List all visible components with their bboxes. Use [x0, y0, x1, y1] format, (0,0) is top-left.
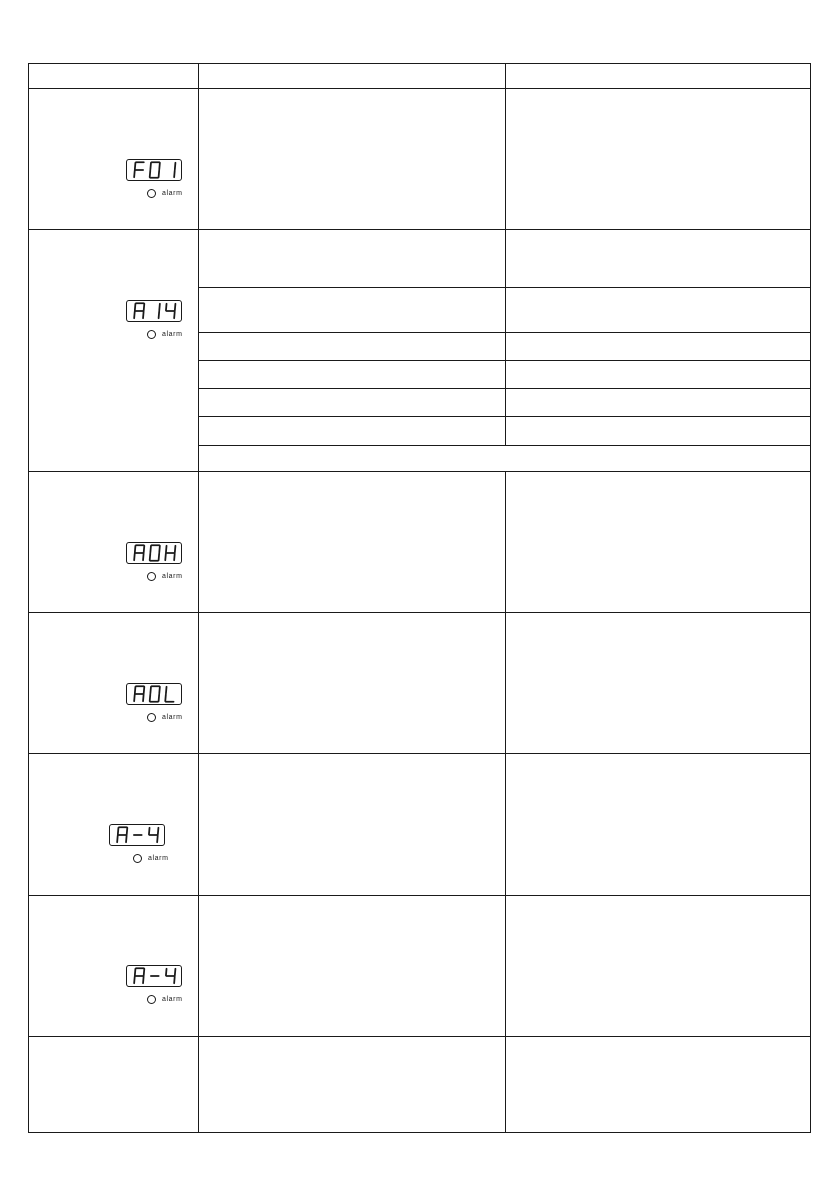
- display-digit: [134, 686, 144, 701]
- display-segment: [150, 695, 151, 702]
- display-digit: [134, 162, 144, 177]
- solution-cell: [506, 754, 811, 896]
- display-segment: [150, 687, 151, 694]
- table-row: [29, 754, 811, 896]
- display-segment: [135, 687, 136, 694]
- table-header-row: [29, 64, 811, 89]
- display-cell: [29, 89, 199, 230]
- display-digit: [150, 545, 160, 561]
- display-segment: [159, 687, 160, 694]
- display-segment: [127, 828, 128, 835]
- display-digits: [127, 684, 181, 704]
- display-segment: [175, 969, 176, 976]
- solution-cell: [506, 613, 811, 754]
- display-segment: [117, 836, 118, 843]
- display-segment: [159, 304, 160, 311]
- display-segment: [165, 695, 166, 702]
- led-indicator-icon: [147, 995, 156, 1004]
- header-cell-solution: [506, 64, 811, 89]
- solution-cell: [506, 472, 811, 613]
- display-segment: [143, 312, 144, 319]
- display-digit: [134, 545, 144, 560]
- display-segment: [175, 546, 176, 553]
- display-digit: [174, 163, 175, 177]
- display-segment: [175, 304, 176, 311]
- display-digits: [110, 825, 164, 845]
- display-segment: [166, 969, 167, 976]
- display-segment: [135, 546, 136, 553]
- table-row: [29, 896, 811, 1037]
- display-cell: [29, 754, 199, 896]
- display-segment: [159, 171, 160, 178]
- solution-cell: [506, 389, 811, 417]
- solution-cell: [506, 896, 811, 1037]
- display-segment: [134, 171, 135, 178]
- display-segment: [157, 836, 158, 843]
- led-indicator-icon: [147, 189, 156, 198]
- display-digit: [134, 968, 144, 983]
- display-digit: [117, 827, 127, 842]
- display-segment: [159, 554, 160, 561]
- seven-segment-display-icon: [126, 300, 182, 322]
- display-digit: [166, 969, 175, 983]
- seven-segment-display-icon: [126, 159, 182, 181]
- display-segment: [174, 554, 175, 561]
- display-segment: [135, 969, 136, 976]
- alarm-indicator: [147, 995, 183, 1004]
- cause-cell: [199, 613, 506, 754]
- cause-cell: [199, 333, 506, 361]
- cause-cell: [199, 230, 506, 288]
- display-segment: [174, 977, 175, 984]
- alarm-label: alarm: [162, 331, 183, 338]
- solution-cell: [506, 288, 811, 333]
- table-row: [29, 89, 811, 230]
- display-segment: [126, 836, 127, 843]
- display-cell: [29, 613, 199, 754]
- solution-cell: [506, 417, 811, 446]
- cause-cell: [199, 754, 506, 896]
- display-segment: [134, 554, 135, 561]
- led-indicator-icon: [147, 330, 156, 339]
- display-segment: [144, 304, 145, 311]
- seven-segment-display-icon: [126, 965, 182, 987]
- cause-cell: [199, 89, 506, 230]
- seven-segment-display-icon: [109, 824, 165, 846]
- display-segment: [135, 163, 136, 170]
- alarm-indicator: [147, 330, 183, 339]
- cause-cell: [199, 1037, 506, 1133]
- cause-cell: [199, 361, 506, 389]
- display-segment: [166, 546, 167, 553]
- table-row: [29, 1037, 811, 1133]
- display-segment: [159, 546, 160, 553]
- solution-cell: [506, 230, 811, 288]
- alarm-label: alarm: [148, 855, 169, 862]
- led-indicator-icon: [133, 854, 142, 863]
- alarm-indicator: [147, 572, 183, 581]
- display-segment: [149, 828, 150, 835]
- alarm-code-table: [28, 63, 811, 1133]
- display-digits: [127, 160, 181, 180]
- display-segment: [174, 171, 175, 178]
- display-digits: [127, 301, 181, 321]
- display-segment: [175, 163, 176, 170]
- display-cell: [29, 472, 199, 613]
- display-segment: [144, 546, 145, 553]
- solution-cell: [506, 333, 811, 361]
- display-segment: [165, 554, 166, 561]
- display-digit: [150, 686, 160, 702]
- display-segment: [159, 312, 160, 319]
- display-segment: [166, 304, 167, 311]
- alarm-label: alarm: [162, 996, 183, 1003]
- display-segment: [150, 546, 151, 553]
- cause-cell: [199, 896, 506, 1037]
- solution-cell: [506, 89, 811, 230]
- alarm-indicator: [147, 189, 183, 198]
- alarm-label: alarm: [162, 573, 183, 580]
- header-cell-cause: [199, 64, 506, 89]
- table-row: [29, 613, 811, 754]
- display-digit: [150, 162, 160, 178]
- display-segment: [159, 695, 160, 702]
- display-digit: [149, 828, 158, 842]
- display-segment: [150, 554, 151, 561]
- cause-cell: [199, 472, 506, 613]
- display-digits: [127, 966, 181, 986]
- display-digit: [165, 546, 175, 560]
- cause-cell: [199, 288, 506, 333]
- alarm-label: alarm: [162, 714, 183, 721]
- display-segment: [118, 828, 119, 835]
- display-digit: [165, 687, 173, 702]
- display-segment: [144, 969, 145, 976]
- display-cell: [29, 1037, 199, 1133]
- solution-cell: [506, 1037, 811, 1133]
- solution-cell: [506, 361, 811, 389]
- display-segment: [134, 977, 135, 984]
- display-digit: [166, 304, 175, 318]
- display-digits: [127, 543, 181, 563]
- display-segment: [150, 163, 151, 170]
- display-digit: [134, 303, 144, 318]
- merged-note-cell: [199, 446, 811, 472]
- seven-segment-display-icon: [126, 683, 182, 705]
- led-indicator-icon: [147, 572, 156, 581]
- led-indicator-icon: [147, 713, 156, 722]
- display-segment: [143, 977, 144, 984]
- display-segment: [144, 687, 145, 694]
- table-row: [29, 472, 811, 613]
- display-segment: [159, 163, 160, 170]
- cause-cell: [199, 417, 506, 446]
- display-segment: [143, 554, 144, 561]
- display-segment: [134, 312, 135, 319]
- alarm-indicator: [133, 854, 169, 863]
- display-cell: [29, 230, 199, 472]
- cause-cell: [199, 389, 506, 417]
- display-segment: [135, 304, 136, 311]
- header-cell-display: [29, 64, 199, 89]
- display-cell: [29, 896, 199, 1037]
- display-segment: [143, 695, 144, 702]
- alarm-indicator: [147, 713, 183, 722]
- display-segment: [158, 828, 159, 835]
- alarm-label: alarm: [162, 190, 183, 197]
- display-digit: [159, 304, 160, 318]
- display-segment: [174, 312, 175, 319]
- seven-segment-display-icon: [126, 542, 182, 564]
- display-segment: [166, 687, 167, 694]
- display-segment: [150, 171, 151, 178]
- table-row: [29, 230, 811, 288]
- display-segment: [134, 695, 135, 702]
